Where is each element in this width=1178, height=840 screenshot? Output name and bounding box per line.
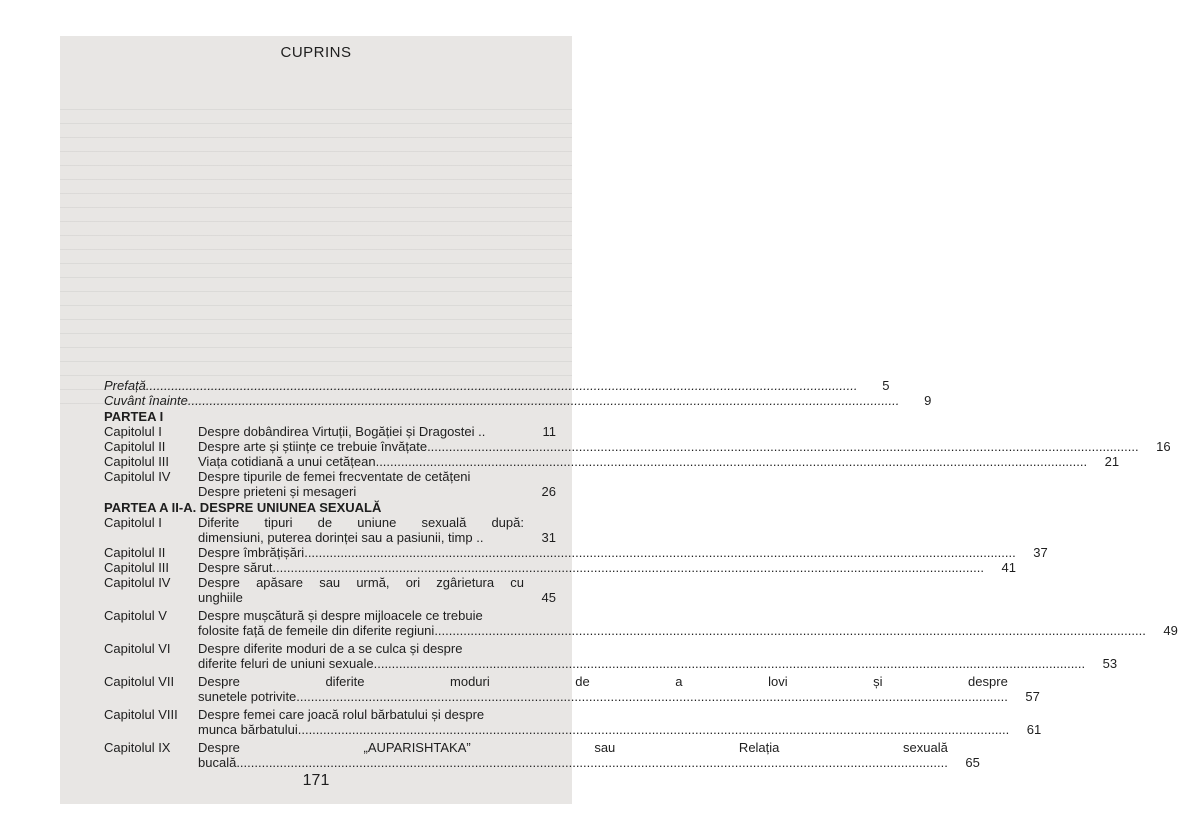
chapter-number: Capitolul VIII (104, 707, 178, 722)
chapter-number: Capitolul II (104, 545, 166, 560)
toc-entry-label: Cuvânt înainte (104, 393, 188, 408)
toc-page-number: 41 (1001, 560, 1016, 575)
toc-chapter (104, 545, 1048, 560)
toc-page-number: 45 (541, 590, 556, 605)
chapter-title-line: Despre diferite moduri de a se culca și despre (198, 641, 463, 656)
chapter-title-line: Despre mușcătură și despre mijloacele ce trebuie (198, 608, 483, 623)
toc-entry-cuvant-inainte (104, 393, 932, 408)
chapter-title-line: dimensiuni, puterea dorinței sau a pasiunii, timp .. (198, 530, 484, 545)
toc-entry-prefata (104, 378, 890, 393)
chapter-title-line: Despre prieteni și mesageri (198, 484, 357, 499)
toc-chapter (104, 454, 1120, 469)
chapter-number: Capitolul VI (104, 641, 171, 656)
toc-page-number: 21 (1104, 454, 1120, 469)
chapter-number: Capitolul IV (104, 469, 171, 484)
chapter-title-line: diferite feluri de uniuni sexuale (198, 656, 374, 671)
chapter-title-line: Despre apăsare sau urmă, ori zgârietura cu (198, 575, 524, 590)
toc-page-number: 31 (541, 530, 556, 545)
toc-chapter (104, 560, 1016, 575)
toc-page-number: 26 (541, 484, 556, 499)
part-heading: PARTEA A II-A. DESPRE UNIUNEA SEXUALĂ (104, 500, 382, 515)
chapter-number: Capitolul VII (104, 674, 175, 689)
table-of-contents (104, 378, 1178, 770)
chapter-title: Despre îmbrățișări (198, 545, 305, 560)
bleed-through-texture (60, 96, 572, 416)
chapter-title: Despre dobândirea Virtuții, Bogăției și Dragostei .. (198, 424, 486, 439)
chapter-title: Despre sărut (198, 560, 273, 575)
toc-chapter (104, 608, 1178, 638)
chapter-title-line: Despre „AUPARISHTAKA” sau Relația sexuală (198, 740, 948, 755)
chapter-number: Capitolul I (104, 515, 162, 530)
toc-page-number: 16 (1156, 439, 1171, 454)
toc-page-number: 57 (1025, 689, 1040, 704)
toc-page-number: 9 (924, 393, 932, 408)
chapter-title-line: bucală (198, 755, 237, 770)
toc-page-number: 61 (1026, 722, 1042, 737)
toc-page-number: 11 (542, 424, 556, 439)
chapter-title-line: Despre tipurile de femei frecventate de cetățeni (198, 469, 471, 484)
toc-chapter (104, 424, 556, 439)
toc-chapter (104, 515, 556, 545)
toc-chapter (104, 674, 1040, 704)
chapter-number: Capitolul I (104, 424, 162, 439)
toc-entry-label: Prefață (104, 378, 146, 393)
toc-chapter (104, 641, 1118, 671)
chapter-number: Capitolul III (104, 454, 170, 469)
toc-chapter (104, 740, 980, 770)
page-title: CUPRINS (280, 44, 352, 61)
chapter-title-line: Despre diferite moduri de a lovi și despre (198, 674, 1008, 689)
toc-page-number: 37 (1033, 545, 1048, 560)
chapter-title-line: unghiile (198, 590, 243, 605)
toc-chapter (104, 439, 1171, 454)
chapter-number: Capitolul II (104, 439, 166, 454)
part-heading: PARTEA I (104, 409, 164, 424)
chapter-number: Capitolul IV (104, 575, 171, 590)
toc-chapter (104, 575, 556, 605)
toc-page-number: 65 (965, 755, 980, 770)
chapter-title: Viața cotidiană a unui cetățean (198, 454, 376, 469)
chapter-title-line: sunetele potrivite (198, 689, 297, 704)
chapter-title-line: Diferite tipuri de uniune sexuală după: (198, 515, 524, 530)
page-number: 171 (302, 772, 330, 789)
chapter-title: Despre arte și științe ce trebuie învățate (198, 439, 428, 454)
toc-chapter (104, 707, 1042, 737)
toc-page-number: 49 (1163, 623, 1178, 638)
chapter-number: Capitolul III (104, 560, 170, 575)
chapter-title-line: Despre femei care joacă rolul bărbatului și despre (198, 707, 485, 722)
chapter-title-line: folosite față de femeile din diferite regiuni (198, 623, 435, 638)
chapter-number: Capitolul V (104, 608, 167, 623)
toc-page-number: 53 (1102, 656, 1118, 671)
toc-chapter (104, 469, 556, 499)
toc-page-number: 5 (882, 378, 890, 393)
book-page (60, 36, 1178, 804)
chapter-title-line: munca bărbatului (198, 722, 298, 737)
chapter-number: Capitolul IX (104, 740, 171, 755)
